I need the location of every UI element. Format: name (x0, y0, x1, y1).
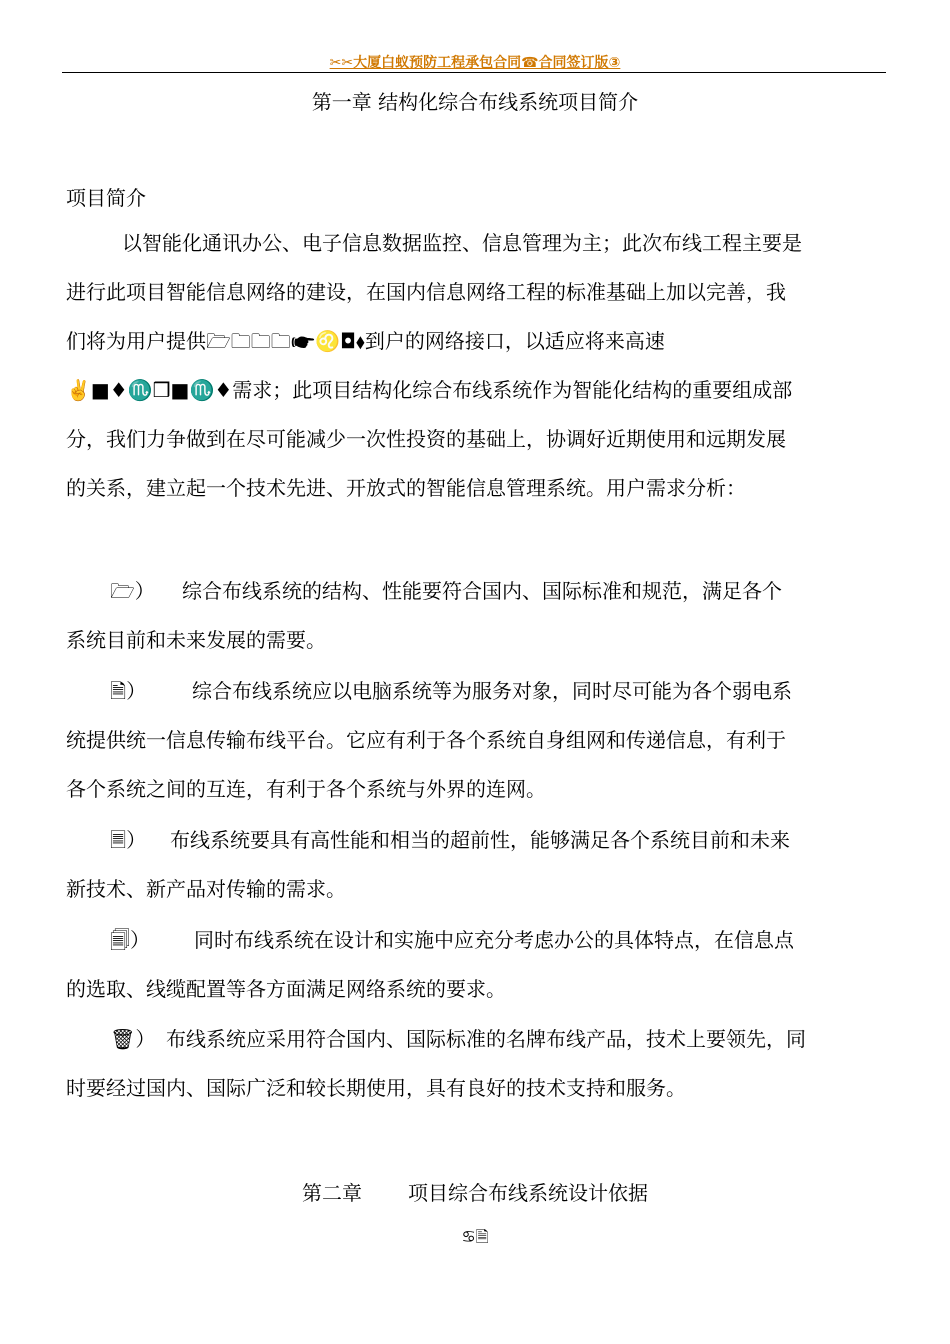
header-text: ✂✂大厦白蚁预防工程承包合同☎合同签订版③ (329, 55, 621, 71)
intro-line: 分，我们力争做到在尽可能减少一次性投资的基础上，协调好近期使用和远期发展 (66, 427, 786, 451)
requirement-text: 同时布线系统在设计和实施中应充分考虑办公的具体特点，在信息点 (194, 928, 794, 952)
requirement-item-1 (66, 567, 886, 665)
list-marker: 🗑） (110, 1027, 156, 1051)
intro-line: 们将为用户提供🗁🗀🗀🗀🖝♌◘⬧到户的网络接口，以适应将来高速 (66, 329, 665, 353)
requirement-text: 的选取、线缆配置等各方面满足网络系统的要求。 (66, 977, 506, 1001)
requirement-item-2 (66, 667, 886, 814)
chapter-1-title: 第一章 结构化综合布线系统项目简介 (311, 90, 639, 114)
requirement-text: 统提供统一信息传输布线平台。它应有利于各个系统自身组网和传递信息，有利于 (66, 728, 786, 752)
list-marker: 🗎） (110, 679, 147, 703)
requirement-text: 布线系统要具有高性能和相当的超前性，能够满足各个系统目前和未来 (170, 828, 790, 852)
page-number: ♋🗎 (461, 1227, 489, 1246)
intro-line: ✌■♦♏❒■♏♦需求；此项目结构化综合布线系统作为智能化结构的重要组成部 (66, 378, 793, 402)
requirement-item-4 (66, 916, 886, 1014)
list-marker: 🗁） (110, 579, 155, 603)
intro-line: 进行此项目智能信息网络的建设，在国内信息网络工程的标准基础上加以完善，我 (66, 280, 786, 304)
requirement-text: 系统目前和未来发展的需要。 (66, 628, 326, 652)
intro-line: 以智能化通讯办公、电子信息数据监控、信息管理为主；此次布线工程主要是 (122, 231, 802, 255)
list-marker: 🗐） (110, 928, 150, 952)
requirement-item-5 (66, 1015, 886, 1113)
chapter-2-title: 项目综合布线系统设计依据 (408, 1181, 648, 1205)
chapter-2-heading (0, 1177, 950, 1206)
requirement-text: 各个系统之间的互连，有利于各个系统与外界的连网。 (66, 777, 546, 801)
requirement-text: 综合布线系统应以电脑系统等为服务对象，同时尽可能为各个弱电系 (192, 679, 792, 703)
requirement-text: 布线系统应采用符合国内、国际标准的名牌布线产品，技术上要领先，同 (166, 1027, 806, 1051)
chapter-2-number: 第二章 (302, 1181, 362, 1205)
intro-paragraph (66, 219, 886, 513)
requirement-text: 新技术、新产品对传输的需求。 (66, 877, 346, 901)
requirement-text: 时要经过国内、国际广泛和较长期使用，具有良好的技术支持和服务。 (66, 1076, 686, 1100)
document-header (0, 52, 950, 72)
requirement-item-3 (66, 816, 886, 914)
list-marker: 🗏） (110, 828, 147, 852)
intro-line: 的关系，建立起一个技术先进、开放式的智能信息管理系统。用户需求分析： (66, 476, 746, 500)
requirement-text: 综合布线系统的结构、性能要符合国内、国际标准和规范，满足各个 (182, 579, 782, 603)
section-title: 项目简介 (66, 186, 146, 210)
header-divider (62, 72, 886, 73)
